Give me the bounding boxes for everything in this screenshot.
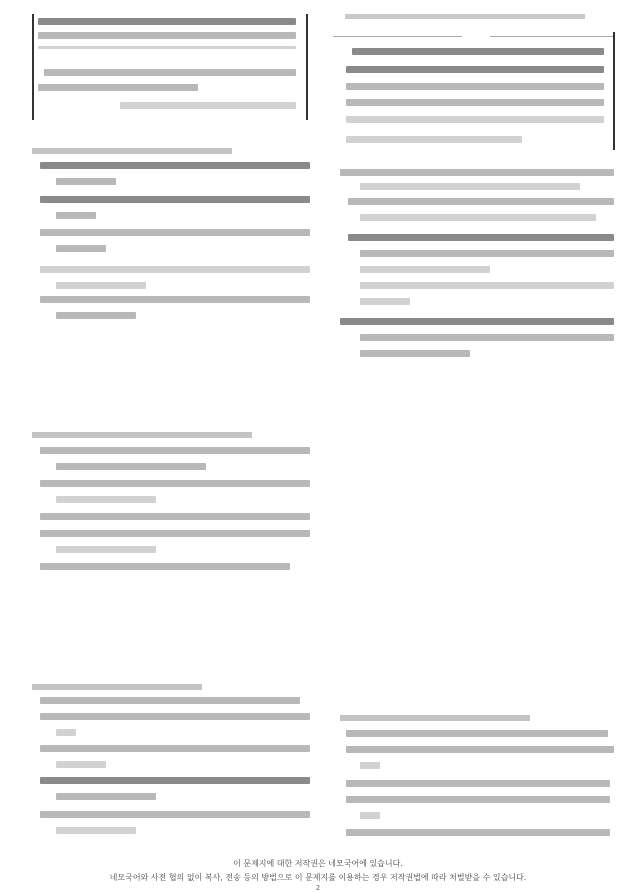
choice-line bbox=[348, 234, 614, 241]
choice-line bbox=[346, 796, 610, 803]
choice-line bbox=[40, 296, 310, 303]
passage-line bbox=[38, 84, 198, 91]
choice-line bbox=[40, 811, 310, 818]
choice-line bbox=[346, 780, 610, 787]
choice-line bbox=[56, 729, 76, 736]
header-text-blurred bbox=[345, 14, 585, 19]
choice-line bbox=[40, 266, 310, 273]
choice-line bbox=[40, 777, 310, 784]
passage-line bbox=[44, 69, 296, 76]
choice-line bbox=[56, 827, 136, 834]
choice-line bbox=[56, 496, 156, 503]
passage-line bbox=[346, 136, 522, 143]
question-stem bbox=[340, 715, 530, 721]
passage-line bbox=[346, 99, 604, 106]
choice-line bbox=[40, 162, 310, 169]
passage-line bbox=[352, 48, 604, 55]
choice-line bbox=[40, 745, 310, 752]
choice-line bbox=[360, 250, 614, 257]
choice-line bbox=[56, 212, 96, 219]
choice-line bbox=[56, 793, 156, 800]
passage-line bbox=[346, 83, 604, 90]
choice-line bbox=[360, 334, 614, 341]
choice-line bbox=[346, 746, 614, 753]
choice-line bbox=[360, 298, 410, 305]
choice-line bbox=[40, 513, 310, 520]
choice-line bbox=[360, 350, 470, 357]
passage-line bbox=[38, 18, 296, 25]
choice-line bbox=[56, 761, 106, 768]
choice-line bbox=[340, 318, 614, 325]
choice-line bbox=[340, 169, 614, 176]
choice-line bbox=[360, 282, 614, 289]
choice-line bbox=[56, 245, 106, 252]
question-stem bbox=[32, 148, 232, 154]
copyright-warning: 네모국어와 사전 협의 없이 복사, 전송 등의 방법으로 이 문제지를 이용하는 경우 저작권법에 따라 처벌받을 수 있습니다. bbox=[109, 873, 527, 882]
choice-line bbox=[56, 546, 156, 553]
choice-line bbox=[40, 229, 310, 236]
choice-line bbox=[56, 312, 136, 319]
choice-line bbox=[360, 214, 596, 221]
choice-line bbox=[360, 762, 380, 769]
question-stem bbox=[32, 432, 252, 438]
passage-source bbox=[120, 102, 296, 109]
choice-line bbox=[348, 198, 614, 205]
choice-line bbox=[40, 713, 310, 720]
choice-line bbox=[56, 178, 116, 185]
question-stem bbox=[32, 684, 202, 690]
page-number: 2 bbox=[315, 884, 321, 892]
passage-line bbox=[38, 46, 296, 49]
choice-line bbox=[40, 530, 310, 537]
choice-line bbox=[40, 447, 310, 454]
passage-line bbox=[346, 66, 604, 73]
choice-line bbox=[360, 266, 490, 273]
passage-line bbox=[346, 116, 604, 123]
choice-line bbox=[40, 196, 310, 203]
choice-line bbox=[346, 730, 608, 737]
choice-line bbox=[360, 812, 380, 819]
choice-line bbox=[40, 563, 290, 570]
choice-line bbox=[360, 183, 580, 190]
choice-line bbox=[346, 829, 610, 836]
choice-line bbox=[40, 480, 310, 487]
passage-line bbox=[38, 32, 296, 39]
choice-line bbox=[56, 282, 146, 289]
choice-line bbox=[56, 463, 206, 470]
copyright-notice: 이 문제지에 대한 저작권은 네모국어에 있습니다. bbox=[233, 859, 403, 868]
choice-line bbox=[40, 697, 300, 704]
